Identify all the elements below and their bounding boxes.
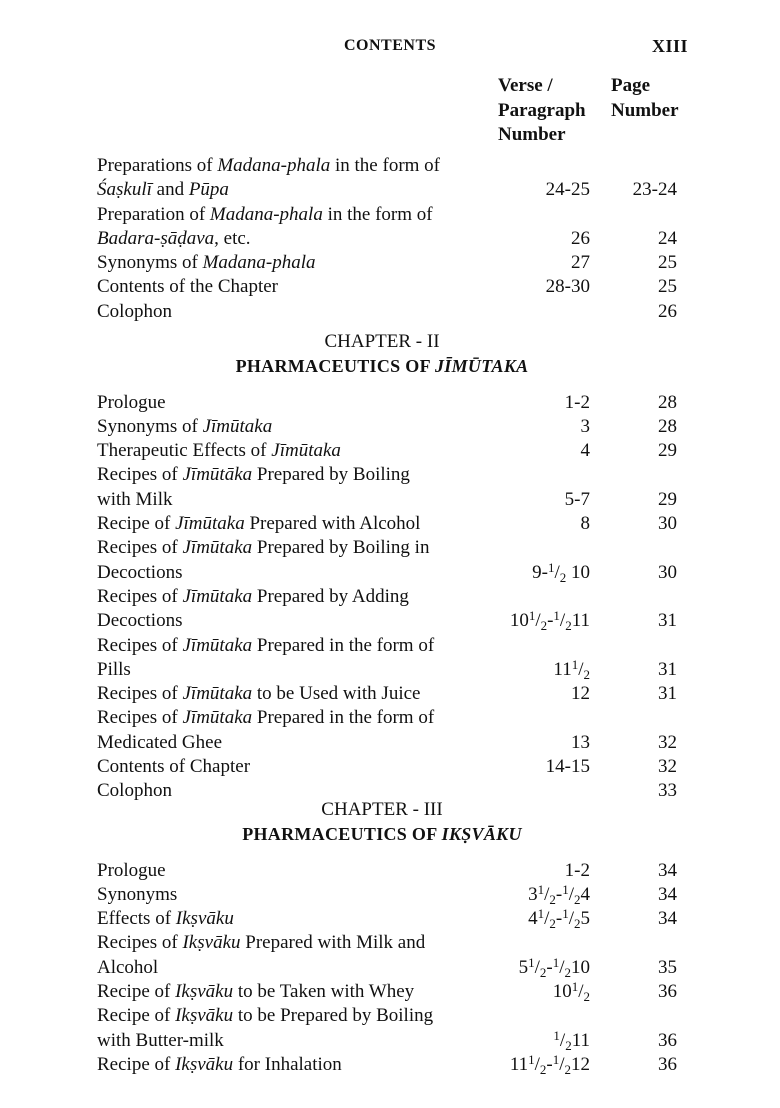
chapter-title: PHARMACEUTICS OF IKṢVĀKU — [242, 824, 522, 845]
page-number: 23-24 — [632, 179, 677, 201]
entry-text: Badara-ṣāḍava, etc. — [97, 227, 251, 249]
page-number: 34 — [658, 908, 677, 930]
page-number: 29 — [658, 488, 677, 510]
toc-entry-line — [0, 883, 780, 907]
toc-entry-line — [0, 536, 780, 560]
entry-text: Pills — [97, 658, 131, 680]
toc-entry-line — [0, 682, 780, 706]
chapter-3-section — [0, 798, 780, 1077]
page-number: 28 — [658, 391, 677, 413]
chapter-label: CHAPTER - II — [324, 331, 440, 352]
toc-entry-line — [0, 463, 780, 487]
page-number: 34 — [658, 883, 677, 905]
toc-entry-line — [0, 907, 780, 931]
toc-entry-line — [0, 931, 780, 955]
page-number: 36 — [658, 981, 677, 1003]
page-number: 25 — [658, 276, 677, 298]
entry-text: Recipes of Jīmūtaka Prepared in the form of — [97, 634, 435, 656]
verse-number: 1-2 — [564, 391, 590, 413]
page-number: 30 — [658, 513, 677, 535]
verse-number: 1-2 — [564, 859, 590, 881]
entry-text: Preparation of Madana-phala in the form of — [97, 203, 433, 225]
toc-entry-line — [0, 178, 780, 202]
verse-number: 13 — [571, 731, 590, 753]
entry-text: Recipes of Jīmūtaka Prepared by Adding — [97, 585, 409, 607]
verse-number: $9-^1/_2$ 10 — [532, 559, 590, 585]
toc-entry-line — [0, 561, 780, 585]
entry-text: Therapeutic Effects of Jīmūtaka — [97, 440, 341, 462]
toc-entry-line — [0, 154, 780, 178]
entry-text: with Butter-milk — [97, 1029, 224, 1051]
entry-text: Recipes of Ikṣvāku Prepared with Milk and — [97, 932, 426, 954]
verse-number: $10^1/_2$ — [552, 979, 590, 1005]
toc-entry-line — [0, 488, 780, 512]
page-number: 28 — [658, 415, 677, 437]
verse-number: 5-7 — [564, 488, 590, 510]
toc-entry-line — [0, 1053, 780, 1077]
verse-number: $3^1/_2-^1/_24$ — [528, 881, 590, 907]
toc-entry-line — [0, 609, 780, 633]
page-number: 31 — [658, 610, 677, 632]
toc-entry-line — [0, 706, 780, 730]
toc-entry-line — [0, 859, 780, 883]
entry-text: Śaṣkulī and Pūpa — [97, 179, 229, 201]
toc-entry-line — [0, 956, 780, 980]
toc-entry-line — [0, 203, 780, 227]
entry-text: Recipes of Jīmūtaka to be Used with Juice — [97, 683, 421, 705]
entry-text: Recipes of Jīmūtāka Prepared by Boiling — [97, 464, 410, 486]
page-number: 34 — [658, 859, 677, 881]
entry-text: Recipe of Ikṣvāku for Inhalation — [97, 1053, 342, 1075]
chapter-label: CHAPTER - III — [321, 799, 443, 820]
verse-number: 14-15 — [545, 756, 590, 778]
toc-entry-line — [0, 275, 780, 299]
verse-number: $11^1/_2$ — [553, 656, 590, 682]
page-number: 35 — [658, 956, 677, 978]
toc-entry-line — [0, 634, 780, 658]
toc-entry-line — [0, 300, 780, 324]
toc-entry-line — [0, 585, 780, 609]
toc-entry-line — [0, 415, 780, 439]
entry-text: Decoctions — [97, 610, 183, 632]
verse-number: 8 — [580, 513, 590, 535]
entry-text: Colophon — [97, 300, 172, 322]
entry-text: Synonyms of Madana-phala — [97, 252, 316, 274]
page-number: 30 — [658, 561, 677, 583]
verse-number: 3 — [580, 415, 590, 437]
verse-number: 4 — [580, 440, 590, 462]
toc-entry-line — [0, 1004, 780, 1028]
chapter-2-section — [0, 330, 780, 804]
toc-entry-line — [0, 512, 780, 536]
verse-number: 24-25 — [545, 179, 590, 201]
verse-number: $4^1/_2-^1/_25$ — [528, 906, 590, 932]
entry-text: Decoctions — [97, 561, 183, 583]
page-number: 24 — [658, 227, 677, 249]
intro-entries — [0, 154, 780, 324]
verse-column-header: Verse / Paragraph Number — [498, 75, 586, 145]
verse-number: 26 — [571, 227, 590, 249]
entry-text: Colophon — [97, 780, 172, 802]
chapter-title: PHARMACEUTICS OF JĪMŪTAKA — [235, 356, 529, 377]
entry-text: Effects of Ikṣvāku — [97, 908, 234, 930]
verse-number: $^1/_211$ — [553, 1027, 590, 1053]
toc-entry-line — [0, 658, 780, 682]
running-header-title: CONTENTS — [344, 37, 437, 54]
page-number: 25 — [658, 252, 677, 274]
entry-text: Recipe of Ikṣvāku to be Prepared by Boiling — [97, 1005, 434, 1027]
entry-text: with Milk — [97, 488, 173, 510]
toc-entry-line — [0, 1029, 780, 1053]
page-column-header: Page Number — [611, 75, 679, 121]
page-number: 33 — [658, 780, 677, 802]
entry-text: Alcohol — [97, 956, 159, 978]
toc-entry-line — [0, 755, 780, 779]
verse-number: $10^1/_2-^1/_211$ — [509, 608, 590, 634]
entry-text: Prologue — [97, 391, 166, 413]
entry-text: Recipe of Ikṣvāku to be Taken with Whey — [97, 981, 415, 1003]
entry-text: Prologue — [97, 859, 166, 881]
entry-text: Recipes of Jīmūtaka Prepared in the form of — [97, 707, 435, 729]
entry-text: Recipe of Jīmūtaka Prepared with Alcohol — [97, 513, 421, 535]
toc-entry-line — [0, 227, 780, 251]
entry-text: Contents of the Chapter — [97, 276, 278, 298]
entry-text: Synonyms — [97, 883, 178, 905]
entry-text: Recipes of Jīmūtaka Prepared by Boiling in — [97, 537, 430, 559]
toc-entry-line — [0, 731, 780, 755]
verse-number: 28-30 — [545, 276, 590, 298]
page-number: 32 — [658, 756, 677, 778]
toc-entry-line — [0, 980, 780, 1004]
verse-number: 27 — [571, 252, 590, 274]
toc-entry-line — [0, 391, 780, 415]
page-number: 29 — [658, 440, 677, 462]
verse-number: $5^1/_2-^1/_210$ — [518, 954, 590, 980]
entry-text: Contents of Chapter — [97, 756, 251, 778]
page-number: 36 — [658, 1053, 677, 1075]
page-number: 32 — [658, 731, 677, 753]
page-number: 31 — [658, 658, 677, 680]
toc-entry-line — [0, 439, 780, 463]
entry-text: Synonyms of Jīmūtaka — [97, 415, 273, 437]
page-number: 31 — [658, 683, 677, 705]
toc-entry-line — [0, 251, 780, 275]
page-number: 36 — [658, 1029, 677, 1051]
entry-text: Medicated Ghee — [97, 731, 223, 753]
verse-number: $11^1/_2-^1/_212$ — [509, 1051, 590, 1077]
entry-text: Preparations of Madana-phala in the form of — [97, 155, 441, 176]
running-header-page-number: XIII — [652, 36, 689, 56]
verse-number: 12 — [571, 683, 590, 705]
page-number: 26 — [658, 300, 677, 322]
